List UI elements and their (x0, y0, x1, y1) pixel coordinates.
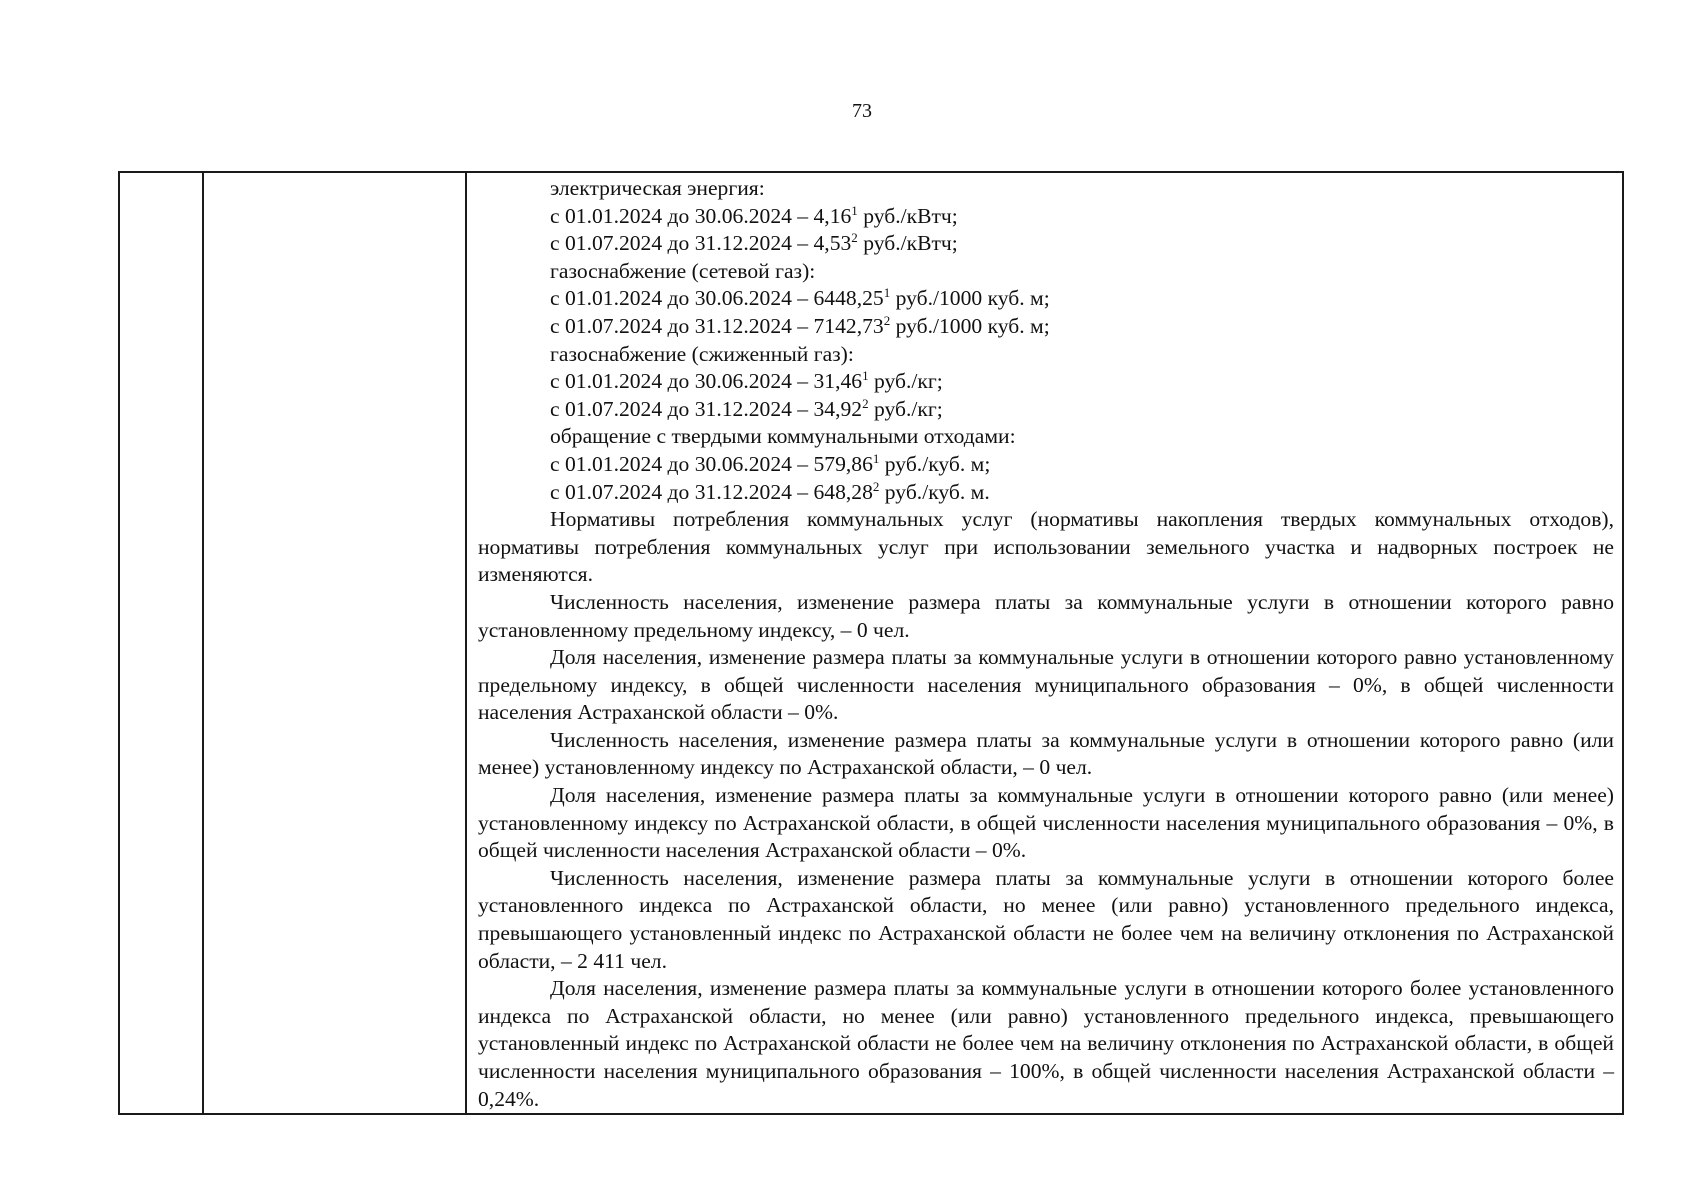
tariff-line: с 01.01.2024 до 30.06.2024 – 4,16$^1$ руб./кВтч; (550, 202, 958, 228)
paragraph-share-above-regional: Доля населения, изменение размера платы за коммунальные услуги в отношении которого более установленного индекса по Астраханской области, но менее (или равно) установленного предельного индекса, превышающего установленный индекс по Астраханской области не более чем на величину отклонения по Астраханской области, в общей численности населения муниципального образования – 100%, в общей численности населения Астраханской области – 0,24%. (478, 976, 1614, 1111)
tariff-line: с 01.07.2024 до 31.12.2024 – 34,92$^2$ руб./кг; (550, 395, 943, 421)
paragraph-share-equal-limit: Доля населения, изменение размера платы за коммунальные услуги в отношении которого равно установленному предельному индексу, в общей численности населения муниципального образования – 0%, в общей численности населения Астраханской области – 0%. (478, 645, 1614, 725)
tariff-heading-solid-waste: обращение с твердыми коммунальными отходами: (550, 424, 1016, 449)
tariff-line: с 01.01.2024 до 30.06.2024 – 31,46$^1$ руб./кг; (550, 368, 943, 394)
table-column-divider (202, 173, 204, 1113)
footnote-ref: 1 (872, 450, 880, 466)
paragraph-population-le-regional: Численность населения, изменение размера платы за коммунальные услуги в отношении которого равно (или менее) установленному индексу по Астраханской области, – 0 чел. (478, 727, 1614, 780)
table-column-divider (465, 173, 467, 1113)
footnote-ref: 2 (851, 230, 858, 246)
paragraph-population-above-regional: Численность населения, изменение размера платы за коммунальные услуги в отношении которого более установленного индекса по Астраханской области, но менее (или равно) установленного предельного индекса, превышающего установленный индекс по Астраханской области не более чем на величину отклонения по Астраханской области, – 2 411 чел. (478, 865, 1614, 973)
page-number: 73 (852, 100, 872, 122)
tariff-list (478, 175, 1614, 506)
content-table (118, 171, 1624, 1115)
footnote-ref: 1 (851, 202, 858, 218)
table-cell-description (478, 175, 1614, 1113)
paragraph-norms: Нормативы потребления коммунальных услуг (нормативы накопления твердых коммунальных отходов), нормативы потребления коммунальных услуг при использовании земельного участка и надворных построек не изменяются. (478, 507, 1614, 587)
tariff-heading-electricity: электрическая энергия: (550, 176, 765, 200)
tariff-heading-gas-liquefied: газоснабжение (сжиженный газ): (550, 341, 854, 366)
tariff-line: с 01.07.2024 до 31.12.2024 – 4,53$^2$ руб./кВтч; (550, 230, 958, 256)
footnote-ref: 2 (862, 395, 869, 411)
tariff-line: с 01.07.2024 до 31.12.2024 – 7142,73$^2$ руб./1000 куб. м; (550, 312, 1050, 338)
paragraph-share-le-regional: Доля населения, изменение размера платы за коммунальные услуги в отношении которого равно (или менее) установленному индексу по Астраханской области, в общей численности населения муниципального образования – 0%, в общей численности населения Астраханской области – 0%. (478, 783, 1614, 863)
footnote-ref: 1 (862, 368, 869, 384)
tariff-line: с 01.07.2024 до 31.12.2024 – 648,28$^2$ руб./куб. м. (550, 478, 990, 504)
tariff-line: с 01.01.2024 до 30.06.2024 – 579,86$^1$ руб./куб. м; (550, 450, 991, 476)
footnote-ref: 2 (883, 312, 891, 328)
tariff-heading-gas-network: газоснабжение (сетевой газ): (550, 258, 816, 283)
tariff-line: с 01.01.2024 до 30.06.2024 – 6448,25$^1$ руб./1000 куб. м; (550, 285, 1050, 311)
paragraph-population-equal-limit: Численность населения, изменение размера платы за коммунальные услуги в отношении которого равно установленному предельному индексу, – 0 чел. (478, 589, 1614, 642)
footnote-ref: 2 (872, 478, 880, 494)
footnote-ref: 1 (883, 285, 891, 301)
